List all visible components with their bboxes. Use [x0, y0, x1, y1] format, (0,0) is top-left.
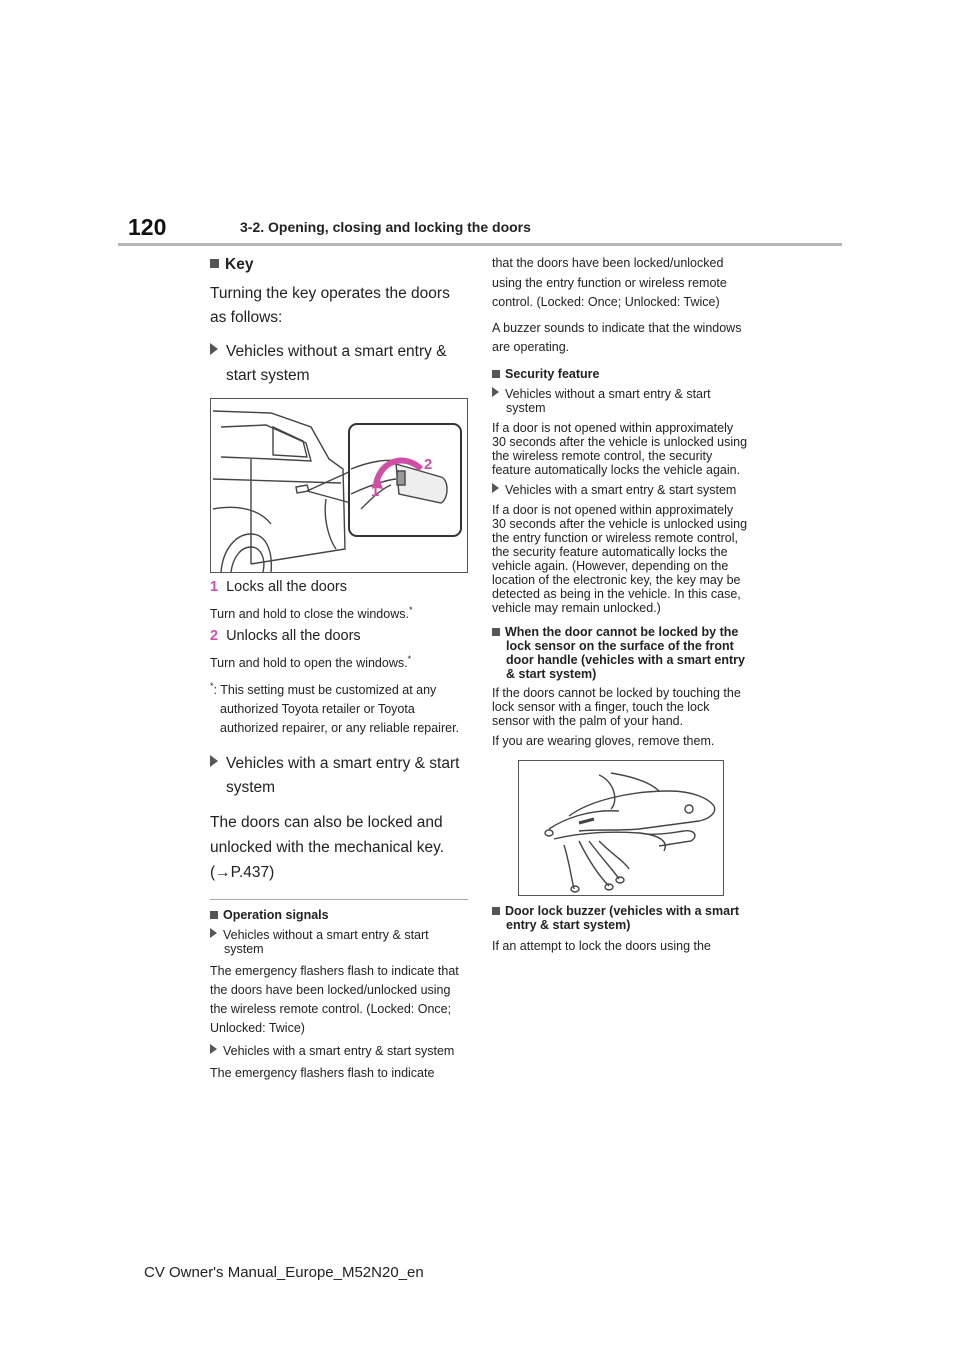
step-1: 1 Locks all the doors — [210, 579, 347, 595]
left-column — [210, 254, 468, 1087]
square-bullet-icon — [492, 907, 500, 915]
mechanical-key-text: The doors can also be locked and unlocked with the mechanical key. (→P.437) — [210, 814, 445, 882]
triangle-bullet-icon — [210, 928, 217, 938]
page-number: 120 — [128, 214, 167, 240]
op-sub-with: Vehicles with a smart entry & start system — [210, 1044, 468, 1058]
triangle-bullet-icon — [492, 483, 499, 493]
triangle-bullet-icon — [210, 755, 218, 767]
sec-text-without: If a door is not opened within approximately 30 seconds after the vehicle is unlocked using the wireless remote control, the security feature automatically locks the vehicle again. — [492, 420, 748, 477]
footnote: *: This setting must be customized at any authorized Toyota retailer or Toyota authorized repairer, or any reliable repairer. — [210, 681, 460, 736]
cannot-lock-heading: When the door cannot be locked by the lock sensor on the surface of the front door handle (vehicles with a smart entry & start system) — [492, 625, 750, 681]
figure-label-1: 1 — [371, 483, 380, 500]
square-bullet-icon — [492, 628, 500, 636]
square-bullet-icon — [210, 259, 219, 268]
cannot-lock-text: If the doors cannot be locked by touching the lock sensor with a finger, touch the lock sensor with the palm of your hand. — [492, 685, 741, 728]
step-1-note: Turn and hold to close the windows.* — [210, 605, 413, 622]
door-lock-buzzer-heading: Door lock buzzer (vehicles with a smart entry & start system) — [492, 904, 750, 932]
step-2: 2 Unlocks all the doors — [210, 628, 361, 645]
sec-sub-without: Vehicles without a smart entry & start system — [492, 387, 750, 415]
figure-label-2: 2 — [424, 456, 433, 473]
key-operation-figure — [210, 398, 468, 573]
car-door-key-illustration — [211, 399, 467, 572]
header-rule — [118, 243, 842, 246]
palm-on-handle-illustration — [519, 761, 723, 895]
op-text-with-start: The emergency flashers flash to indicate — [210, 1066, 435, 1081]
key-heading: Key — [210, 256, 468, 274]
step-2-note: Turn and hold to open the windows.* — [210, 654, 412, 671]
square-bullet-icon — [210, 911, 218, 919]
right-column — [492, 254, 750, 960]
footer-text: CV Owner's Manual_Europe_M52N20_en — [144, 1264, 424, 1281]
door-lock-buzzer-text: If an attempt to lock the doors using the — [492, 938, 711, 953]
sub-with-smart-entry: Vehicles with a smart entry & start system — [210, 752, 468, 800]
triangle-bullet-icon — [492, 387, 499, 397]
security-feature-heading: Security feature — [492, 367, 750, 381]
sec-text-with: If a door is not opened within approximately 30 seconds after the vehicle is unlocked using the entry function or wireless remote control, the security feature automatically locks the vehicle again. (However, depending on the location of the electronic key, the key may be detected as being in the vehicle. In this case, vehicle may remain unlocked.) — [492, 502, 748, 615]
sub-without-smart-entry: Vehicles without a smart entry & start system — [210, 340, 468, 388]
key-intro: Turning the key operates the doors as follows: — [210, 285, 450, 326]
square-bullet-icon — [492, 370, 500, 378]
palm-lock-figure — [518, 760, 724, 896]
triangle-bullet-icon — [210, 343, 218, 355]
gloves-text: If you are wearing gloves, remove them. — [492, 733, 715, 748]
triangle-bullet-icon — [210, 1044, 217, 1054]
op-text-without: The emergency flashers flash to indicate that the doors have been locked/unlocked using the wireless remote control. (Locked: Once; Unlocked: Twice) — [210, 964, 459, 1036]
buzzer-text: A buzzer sounds to indicate that the windows are operating. — [492, 320, 742, 354]
operation-signals-heading: Operation signals — [210, 908, 468, 922]
op-text-with-end: that the doors have been locked/unlocked using the entry function or wireless remote control. (Locked: Once; Unlocked: Twice) — [492, 256, 727, 309]
sec-sub-with: Vehicles with a smart entry & start system — [492, 483, 750, 497]
section-divider — [210, 899, 468, 900]
op-sub-without: Vehicles without a smart entry & start system — [210, 928, 468, 956]
section-title: 3-2. Opening, closing and locking the doors — [240, 219, 531, 235]
